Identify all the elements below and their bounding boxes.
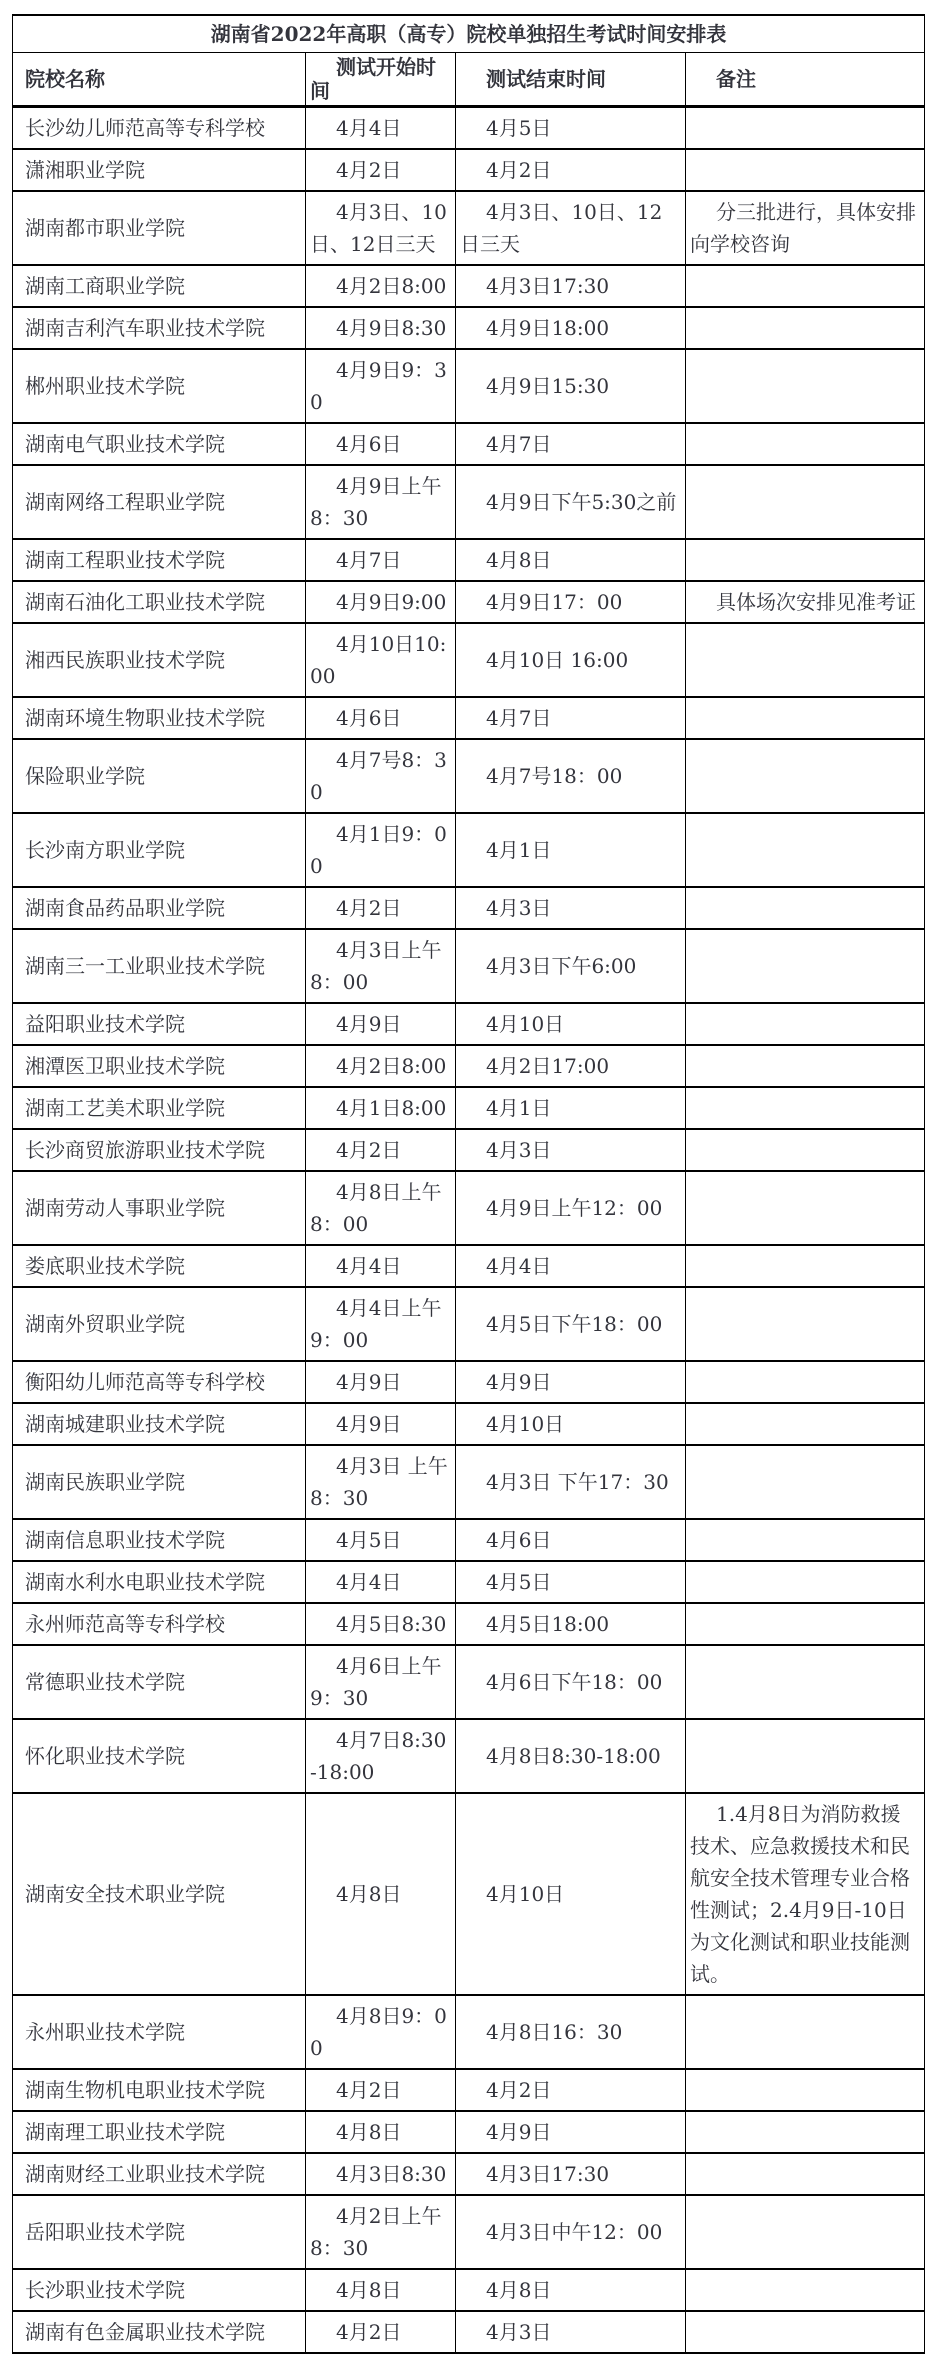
remarks-cell xyxy=(686,1087,925,1129)
remarks-cell xyxy=(686,1129,925,1171)
start-time-cell: 4月2日 xyxy=(306,2069,456,2111)
table-row xyxy=(13,1087,925,1129)
table-row xyxy=(13,739,925,813)
start-time-cell: 4月8日 xyxy=(306,1793,456,1995)
school-name-cell: 长沙南方职业学院 xyxy=(13,813,306,887)
school-name-cell: 永州职业技术学院 xyxy=(13,1995,306,2069)
table-row xyxy=(13,149,925,191)
end-time-cell: 4月10日 16:00 xyxy=(456,623,686,697)
end-time-cell: 4月3日、10日、12日三天 xyxy=(456,191,686,265)
table-row xyxy=(13,1995,925,2069)
school-name-cell: 长沙职业技术学院 xyxy=(13,2269,306,2311)
table-row xyxy=(13,581,925,623)
school-name-cell: 湖南工艺美术职业学院 xyxy=(13,1087,306,1129)
school-name-cell: 湖南工商职业学院 xyxy=(13,265,306,307)
end-time-cell: 4月9日15:30 xyxy=(456,349,686,423)
start-time-cell: 4月2日 xyxy=(306,2311,456,2353)
school-name-cell: 长沙幼儿师范高等专科学校 xyxy=(13,107,306,150)
table-row xyxy=(13,465,925,539)
table-row xyxy=(13,1603,925,1645)
remarks-cell xyxy=(686,2195,925,2269)
remarks-cell xyxy=(686,1603,925,1645)
school-name-cell: 湖南城建职业技术学院 xyxy=(13,1403,306,1445)
school-name-cell: 湖南信息职业技术学院 xyxy=(13,1519,306,1561)
end-time-cell: 4月8日 xyxy=(456,539,686,581)
remarks-cell xyxy=(686,1561,925,1603)
remarks-cell xyxy=(686,539,925,581)
start-time-cell: 4月6日上午9：30 xyxy=(306,1645,456,1719)
remarks-cell xyxy=(686,1403,925,1445)
end-time-cell: 4月3日中午12：00 xyxy=(456,2195,686,2269)
start-time-cell: 4月8日 xyxy=(306,2111,456,2153)
end-time-cell: 4月10日 xyxy=(456,1793,686,1995)
end-time-cell: 4月7号18：00 xyxy=(456,739,686,813)
school-name-cell: 湖南水利水电职业技术学院 xyxy=(13,1561,306,1603)
start-time-cell: 4月9日上午8：30 xyxy=(306,465,456,539)
start-time-cell: 4月4日 xyxy=(306,107,456,150)
end-time-cell: 4月3日 xyxy=(456,1129,686,1171)
end-time-cell: 4月5日18:00 xyxy=(456,1603,686,1645)
remarks-cell xyxy=(686,1361,925,1403)
end-time-cell: 4月3日17:30 xyxy=(456,2153,686,2195)
remarks-cell xyxy=(686,1245,925,1287)
school-name-cell: 益阳职业技术学院 xyxy=(13,1003,306,1045)
remarks-cell xyxy=(686,929,925,1003)
start-time-cell: 4月3日 上午8：30 xyxy=(306,1445,456,1519)
col-header-start-time: 测试开始时间 xyxy=(306,53,456,107)
school-name-cell: 衡阳幼儿师范高等专科学校 xyxy=(13,1361,306,1403)
school-name-cell: 湖南三一工业职业技术学院 xyxy=(13,929,306,1003)
start-time-cell: 4月5日8:30 xyxy=(306,1603,456,1645)
table-row xyxy=(13,1645,925,1719)
remarks-cell xyxy=(686,887,925,929)
start-time-cell: 4月9日 xyxy=(306,1403,456,1445)
end-time-cell: 4月3日 xyxy=(456,2311,686,2353)
school-name-cell: 娄底职业技术学院 xyxy=(13,1245,306,1287)
school-name-cell: 湖南环境生物职业技术学院 xyxy=(13,697,306,739)
remarks-cell xyxy=(686,1995,925,2069)
table-row xyxy=(13,1561,925,1603)
school-name-cell: 湖南外贸职业学院 xyxy=(13,1287,306,1361)
table-row xyxy=(13,1287,925,1361)
end-time-cell: 4月2日17:00 xyxy=(456,1045,686,1087)
school-name-cell: 郴州职业技术学院 xyxy=(13,349,306,423)
end-time-cell: 4月4日 xyxy=(456,1245,686,1287)
end-time-cell: 4月7日 xyxy=(456,423,686,465)
start-time-cell: 4月7日 xyxy=(306,539,456,581)
school-name-cell: 湖南网络工程职业学院 xyxy=(13,465,306,539)
start-time-cell: 4月2日8:00 xyxy=(306,265,456,307)
start-time-cell: 4月2日8:00 xyxy=(306,1045,456,1087)
end-time-cell: 4月8日 xyxy=(456,2269,686,2311)
remarks-cell xyxy=(686,1645,925,1719)
remarks-cell xyxy=(686,697,925,739)
school-name-cell: 湘西民族职业技术学院 xyxy=(13,623,306,697)
start-time-cell: 4月4日 xyxy=(306,1245,456,1287)
start-time-cell: 4月8日 xyxy=(306,2269,456,2311)
start-time-cell: 4月9日 xyxy=(306,1003,456,1045)
start-time-cell: 4月5日 xyxy=(306,1519,456,1561)
start-time-cell: 4月2日上午8：30 xyxy=(306,2195,456,2269)
school-name-cell: 怀化职业技术学院 xyxy=(13,1719,306,1793)
start-time-cell: 4月8日上午8：00 xyxy=(306,1171,456,1245)
start-time-cell: 4月9日 xyxy=(306,1361,456,1403)
table-row xyxy=(13,1793,925,1995)
remarks-cell xyxy=(686,2269,925,2311)
end-time-cell: 4月2日 xyxy=(456,149,686,191)
start-time-cell: 4月8日9：00 xyxy=(306,1995,456,2069)
end-time-cell: 4月3日17:30 xyxy=(456,265,686,307)
table-row xyxy=(13,697,925,739)
school-name-cell: 湖南吉利汽车职业技术学院 xyxy=(13,307,306,349)
remarks-cell xyxy=(686,149,925,191)
table-row xyxy=(13,1719,925,1793)
table-row xyxy=(13,2069,925,2111)
table-row xyxy=(13,307,925,349)
remarks-cell xyxy=(686,349,925,423)
end-time-cell: 4月1日 xyxy=(456,1087,686,1129)
table-row xyxy=(13,1245,925,1287)
table-row xyxy=(13,1045,925,1087)
end-time-cell: 4月3日下午6:00 xyxy=(456,929,686,1003)
school-name-cell: 湖南石油化工职业技术学院 xyxy=(13,581,306,623)
remarks-cell xyxy=(686,1287,925,1361)
remarks-cell: 1.4月8日为消防救援技术、应急救援技术和民航安全技术管理专业合格性测试；2.4月9日-10日为文化测试和职业技能测试。 xyxy=(686,1793,925,1995)
table-row xyxy=(13,887,925,929)
end-time-cell: 4月1日 xyxy=(456,813,686,887)
school-name-cell: 湖南安全技术职业学院 xyxy=(13,1793,306,1995)
school-name-cell: 常德职业技术学院 xyxy=(13,1645,306,1719)
school-name-cell: 湖南工程职业技术学院 xyxy=(13,539,306,581)
table-row xyxy=(13,2311,925,2353)
table-row xyxy=(13,1403,925,1445)
remarks-cell xyxy=(686,265,925,307)
school-name-cell: 湖南电气职业技术学院 xyxy=(13,423,306,465)
end-time-cell: 4月6日 xyxy=(456,1519,686,1561)
school-name-cell: 潇湘职业学院 xyxy=(13,149,306,191)
table-header-row xyxy=(13,53,925,107)
end-time-cell: 4月5日 xyxy=(456,107,686,150)
start-time-cell: 4月9日9:00 xyxy=(306,581,456,623)
remarks-cell xyxy=(686,2311,925,2353)
end-time-cell: 4月10日 xyxy=(456,1003,686,1045)
start-time-cell: 4月2日 xyxy=(306,887,456,929)
remarks-cell xyxy=(686,1445,925,1519)
school-name-cell: 长沙商贸旅游职业技术学院 xyxy=(13,1129,306,1171)
end-time-cell: 4月10日 xyxy=(456,1403,686,1445)
end-time-cell: 4月2日 xyxy=(456,2069,686,2111)
remarks-cell: 具体场次安排见准考证 xyxy=(686,581,925,623)
end-time-cell: 4月9日下午5:30之前 xyxy=(456,465,686,539)
end-time-cell: 4月9日 xyxy=(456,1361,686,1403)
school-name-cell: 湖南食品药品职业学院 xyxy=(13,887,306,929)
remarks-cell xyxy=(686,465,925,539)
remarks-cell xyxy=(686,307,925,349)
start-time-cell: 4月3日8:30 xyxy=(306,2153,456,2195)
remarks-cell xyxy=(686,739,925,813)
start-time-cell: 4月3日、10日、12日三天 xyxy=(306,191,456,265)
start-time-cell: 4月9日9：30 xyxy=(306,349,456,423)
table-row xyxy=(13,2111,925,2153)
end-time-cell: 4月9日 xyxy=(456,2111,686,2153)
remarks-cell xyxy=(686,1171,925,1245)
end-time-cell: 4月7日 xyxy=(456,697,686,739)
end-time-cell: 4月6日下午18：00 xyxy=(456,1645,686,1719)
start-time-cell: 4月7日8:30-18:00 xyxy=(306,1719,456,1793)
remarks-cell xyxy=(686,1519,925,1561)
start-time-cell: 4月9日8:30 xyxy=(306,307,456,349)
remarks-cell xyxy=(686,813,925,887)
start-time-cell: 4月6日 xyxy=(306,423,456,465)
remarks-cell: 分三批进行，具体安排向学校咨询 xyxy=(686,191,925,265)
remarks-cell xyxy=(686,107,925,150)
remarks-cell xyxy=(686,1003,925,1045)
table-row xyxy=(13,539,925,581)
end-time-cell: 4月8日16：30 xyxy=(456,1995,686,2069)
school-name-cell: 湖南民族职业学院 xyxy=(13,1445,306,1519)
end-time-cell: 4月9日17：00 xyxy=(456,581,686,623)
remarks-cell xyxy=(686,2069,925,2111)
school-name-cell: 湖南财经工业职业技术学院 xyxy=(13,2153,306,2195)
remarks-cell xyxy=(686,623,925,697)
school-name-cell: 湖南劳动人事职业学院 xyxy=(13,1171,306,1245)
school-name-cell: 湖南理工职业技术学院 xyxy=(13,2111,306,2153)
end-time-cell: 4月3日 下午17：30 xyxy=(456,1445,686,1519)
remarks-cell xyxy=(686,2153,925,2195)
table-row xyxy=(13,191,925,265)
table-row xyxy=(13,423,925,465)
table-row xyxy=(13,623,925,697)
table-row xyxy=(13,813,925,887)
col-header-end-time: 测试结束时间 xyxy=(456,53,686,107)
start-time-cell: 4月4日 xyxy=(306,1561,456,1603)
start-time-cell: 4月2日 xyxy=(306,1129,456,1171)
start-time-cell: 4月2日 xyxy=(306,149,456,191)
table-row xyxy=(13,2269,925,2311)
table-row xyxy=(13,1445,925,1519)
school-name-cell: 湘潭医卫职业技术学院 xyxy=(13,1045,306,1087)
start-time-cell: 4月1日8:00 xyxy=(306,1087,456,1129)
table-title-row xyxy=(13,15,925,53)
end-time-cell: 4月3日 xyxy=(456,887,686,929)
exam-schedule-table xyxy=(12,14,925,2354)
table-row xyxy=(13,1519,925,1561)
school-name-cell: 湖南有色金属职业技术学院 xyxy=(13,2311,306,2353)
start-time-cell: 4月6日 xyxy=(306,697,456,739)
remarks-cell xyxy=(686,1045,925,1087)
start-time-cell: 4月7号8：30 xyxy=(306,739,456,813)
start-time-cell: 4月3日上午8：00 xyxy=(306,929,456,1003)
start-time-cell: 4月4日上午9：00 xyxy=(306,1287,456,1361)
end-time-cell: 4月9日上午12：00 xyxy=(456,1171,686,1245)
table-row xyxy=(13,1171,925,1245)
school-name-cell: 湖南生物机电职业技术学院 xyxy=(13,2069,306,2111)
table-row xyxy=(13,929,925,1003)
school-name-cell: 保险职业学院 xyxy=(13,739,306,813)
end-time-cell: 4月8日8:30-18:00 xyxy=(456,1719,686,1793)
table-row xyxy=(13,1003,925,1045)
school-name-cell: 岳阳职业技术学院 xyxy=(13,2195,306,2269)
end-time-cell: 4月5日下午18：00 xyxy=(456,1287,686,1361)
col-header-school-name: 院校名称 xyxy=(13,53,306,107)
page-title: 湖南省2022年高职（高专）院校单独招生考试时间安排表 xyxy=(13,15,925,53)
start-time-cell: 4月10日10:00 xyxy=(306,623,456,697)
remarks-cell xyxy=(686,1719,925,1793)
table-row xyxy=(13,1361,925,1403)
col-header-remarks: 备注 xyxy=(686,53,925,107)
end-time-cell: 4月5日 xyxy=(456,1561,686,1603)
school-name-cell: 湖南都市职业学院 xyxy=(13,191,306,265)
start-time-cell: 4月1日9：00 xyxy=(306,813,456,887)
remarks-cell xyxy=(686,423,925,465)
table-row xyxy=(13,349,925,423)
remarks-cell xyxy=(686,2111,925,2153)
school-name-cell: 永州师范高等专科学校 xyxy=(13,1603,306,1645)
table-row xyxy=(13,107,925,150)
table-row xyxy=(13,2195,925,2269)
table-row xyxy=(13,1129,925,1171)
table-row xyxy=(13,2153,925,2195)
table-row xyxy=(13,265,925,307)
end-time-cell: 4月9日18:00 xyxy=(456,307,686,349)
